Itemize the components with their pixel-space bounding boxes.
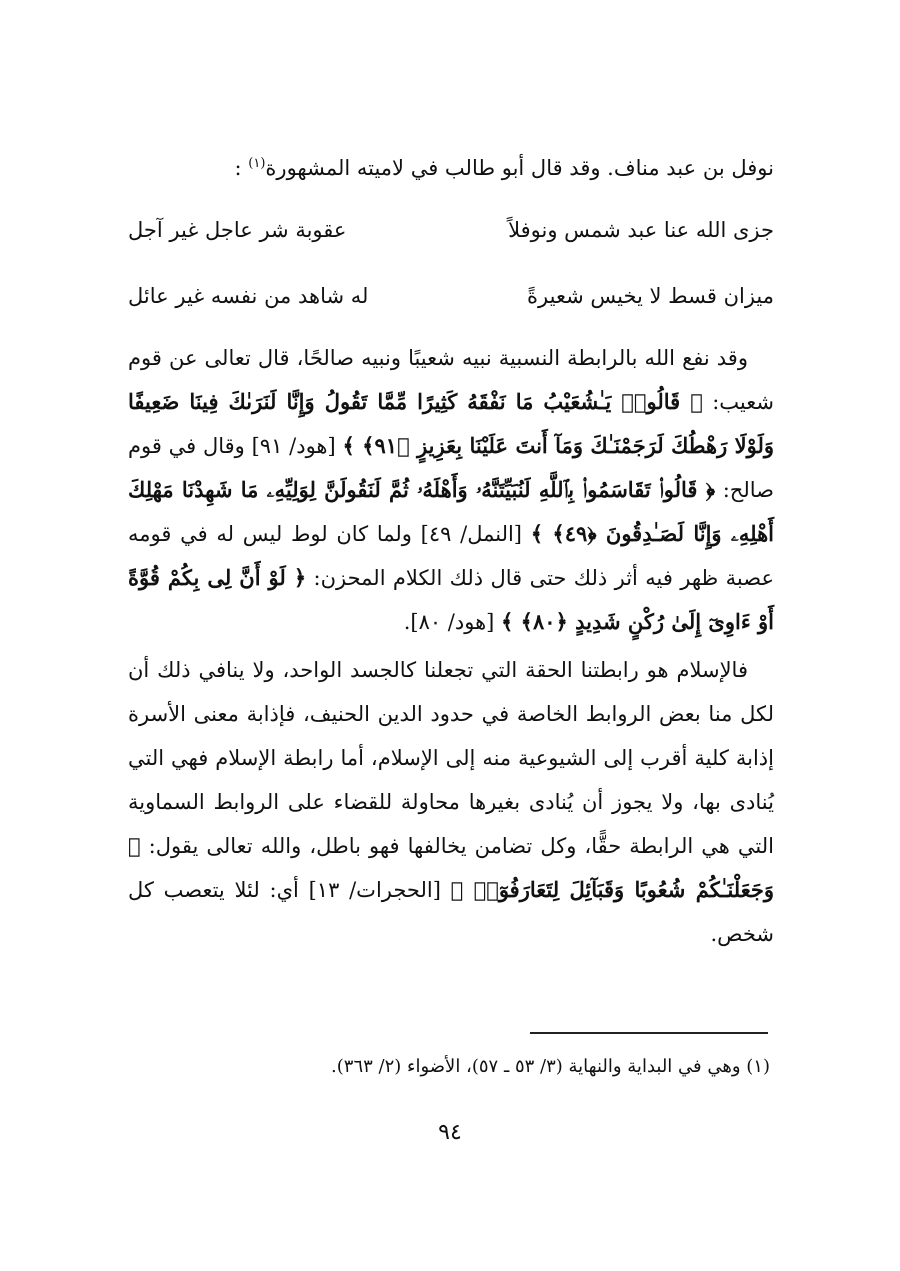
- verse-citation: [هود/ ٨٠].: [403, 610, 495, 634]
- verse-first-hemistich: جزى الله عنا عبد شمس ونوفلاً: [508, 218, 774, 242]
- paragraph-text: وقد نفع الله بالرابطة النسبية نبيه شعيبًا ونبيه صالحًا، قال تعالى عن قوم شعيب:: [128, 346, 774, 414]
- footnote-divider: [530, 1032, 768, 1034]
- verse-first-hemistich: ميزان قسط لا يخيس شعيرةً: [527, 284, 774, 308]
- verse-citation: [هود/ ٩١] وقال في قوم صالح:: [128, 434, 774, 502]
- footnote-reference: (١): [248, 156, 266, 171]
- footnote: (١) وهي في البداية والنهاية (٣/ ٥٣ ـ ٥٧)، الأضواء (٢/ ٣٦٣).: [331, 1056, 770, 1077]
- verse-citation: [النمل/ ٤٩] ولما كان لوط ليس له في قومه عصبة ظهر فيه أثر ذلك حتى قال ذلك الكلام المحزن:: [128, 522, 774, 590]
- quran-verse: ﴿ وَجَعَلْنَـٰكُمْ شُعُوبًا وَقَبَآئِلَ لِتَعَارَفُوٓا۟ ﴾: [128, 833, 774, 902]
- intro-text: نوفل بن عبد مناف. وقد قال أبو طالب في لاميته المشهورة: [265, 156, 774, 180]
- poem-verse: [128, 274, 774, 318]
- intro-line: [128, 142, 774, 190]
- page-number: ٩٤: [438, 1120, 462, 1145]
- quran-verse: ﴿ لَوْ أَنَّ لِى بِكُمْ قُوَّةً أَوْ ءَاوِىٓ إِلَىٰ رُكْنٍ شَدِيدٍ ﴿٨٠﴾ ﴾: [128, 565, 774, 634]
- paragraph-text: فالإسلام هو رابطتنا الحقة التي تجعلنا كالجسد الواحد، ولا ينافي ذلك أن لكل منا بعض الروابط الخاصة في حدود الدين الحنيف، فإذابة معنى الأسرة إذابة كلية أقرب إلى الشيوعية منه إلى الإسلام، أما رابطة الإسلام فهي التي يُنادى بها، ولا يجوز أن يُنادى بغيرها محاولة للقضاء على الروابط السماوية التي هي الرابطة حقًّا، وكل تضامن يخالفها فهو باطل، والله تعالى يقول:: [128, 658, 774, 858]
- verse-citation: [الحجرات/ ١٣] أي: لئلا يتعصب كل شخص.: [128, 878, 774, 946]
- poem-verse: [128, 208, 774, 252]
- paragraph-kinship: [128, 336, 774, 644]
- verse-second-hemistich: له شاهد من نفسه غير عائل: [128, 284, 369, 308]
- verse-second-hemistich: عقوبة شر عاجل غير آجل: [128, 218, 347, 242]
- quran-verse: ﴿ قَالُوا۟ تَقَاسَمُوا۟ بِٱللَّهِ لَنُبَيِّتَنَّهُۥ وَأَهْلَهُۥ ثُمَّ لَنَقُولَنَّ لِوَلِيِّهِۦ مَا شَهِدْنَا مَهْلِكَ أَهْلِهِۦ وَإِنَّا لَصَـٰدِقُونَ ﴿٤٩﴾ ﴾: [128, 477, 775, 546]
- paragraph-islam-bond: [128, 648, 774, 956]
- intro-colon: :: [234, 156, 242, 180]
- quran-verse: ﴿ قَالُوا۟ يَـٰشُعَيْبُ مَا نَفْقَهُ كَثِيرًا مِّمَّا تَقُولُ وَإِنَّا لَنَرَىٰكَ فِينَا ضَعِيفًا وَلَوْلَا رَهْطُكَ لَرَجَمْنَـٰكَ وَمَآ أَنتَ عَلَيْنَا بِعَزِيزٍ ﴿٩١﴾ ﴾: [128, 389, 774, 458]
